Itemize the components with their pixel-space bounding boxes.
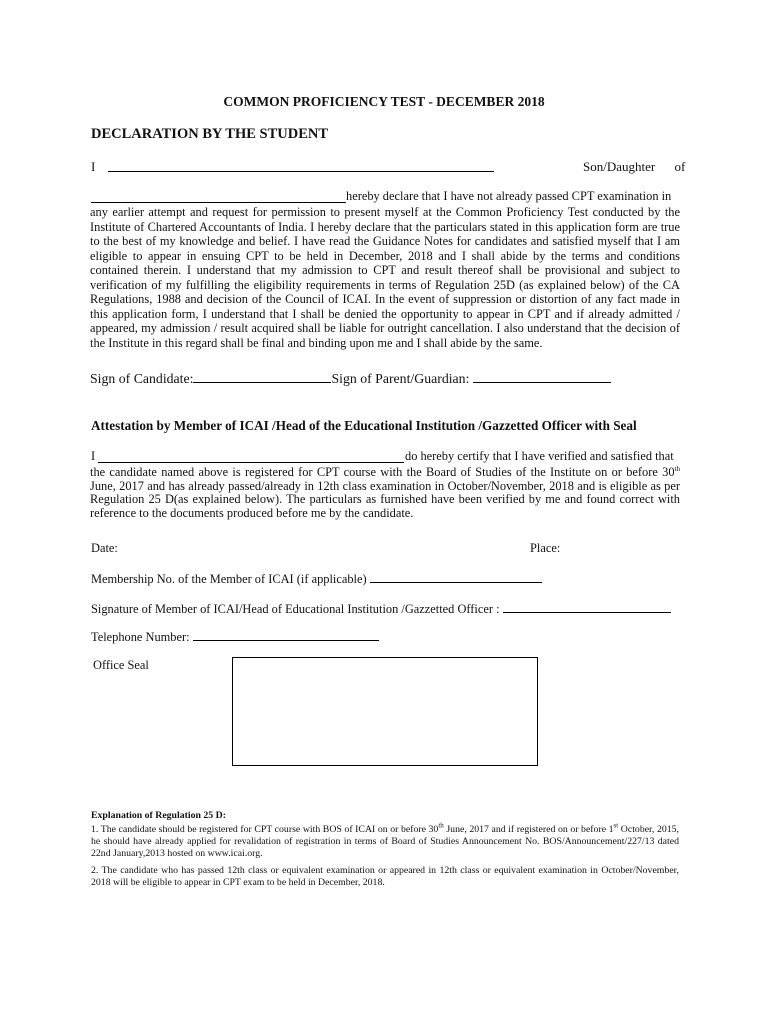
declaration-name-row xyxy=(91,159,95,175)
membership-field[interactable] xyxy=(370,570,542,583)
attestation-body xyxy=(90,466,680,520)
explanation-item-1-b: June, 2017 and if registered on or before 1 xyxy=(443,824,614,835)
membership-row xyxy=(91,570,542,587)
son-daughter-label: Son/Daughter xyxy=(583,159,656,174)
signature-officer-field[interactable] xyxy=(503,600,671,613)
hereby-text: hereby declare that I have not already passed CPT examination in xyxy=(346,189,672,203)
office-seal-label: Office Seal xyxy=(93,658,149,672)
sign-candidate-field[interactable] xyxy=(193,370,331,383)
page-title: COMMON PROFICIENCY TEST - DECEMBER 2018 xyxy=(223,94,545,109)
attestation-i-label: I xyxy=(91,449,96,463)
explanation-item-1-sup1: th xyxy=(438,821,444,830)
sign-candidate-label: Sign of Candidate: xyxy=(90,371,194,386)
explanation-item-1 xyxy=(91,821,679,860)
son-daughter-label-row xyxy=(583,159,685,175)
attestation-body-part1: the candidate named above is registered for CPT course with the Board of Studies of the Institute on or before 30 xyxy=(90,465,675,479)
place-label: Place: xyxy=(530,541,561,555)
explanation-item-1-sup2: st xyxy=(613,821,619,830)
sign-parent-field[interactable] xyxy=(473,370,611,383)
certify-text: do hereby certify that I have verified and satisfied that xyxy=(405,449,674,463)
signature-row xyxy=(90,370,611,387)
explanation-item-1-a: 1. The candidate should be registered for CPT course with BOS of ICAI on or before 30 xyxy=(91,824,439,835)
explanation-heading: Explanation of Regulation 25 D: xyxy=(91,810,226,821)
telephone-label: Telephone Number: xyxy=(91,630,190,644)
declaration-heading: DECLARATION BY THE STUDENT xyxy=(91,126,329,142)
student-name-field[interactable] xyxy=(108,171,494,172)
date-label: Date: xyxy=(91,541,118,555)
telephone-row xyxy=(91,628,379,645)
office-seal-box[interactable] xyxy=(232,657,538,766)
membership-label: Membership No. of the Member of ICAI (if applicable) xyxy=(91,572,367,586)
signature-officer-row xyxy=(91,600,671,617)
attestation-heading: Attestation by Member of ICAI /Head of the Educational Institution /Gazzetted Officer with Seal xyxy=(91,418,637,433)
sign-parent-label: Sign of Parent/Guardian: xyxy=(331,371,470,386)
of-label: of xyxy=(674,159,686,174)
telephone-field[interactable] xyxy=(193,628,379,641)
attestation-body-sup: th xyxy=(674,464,680,473)
declaration-body: any earlier attempt and request for permission to present myself at the Common Proficiency Test conducted by the Institute of Chartered Accountants of India. I hereby declare that the particulars stated in this application form are true to the best of my knowledge and belief. I have read the Guidance Notes for candidates and satisfied myself that I am eligible to appear in ensuing CPT to be held in December, 2018 and I shall abide by the terms and conditions contained therein. I understand that my admission to CPT and result thereof shall be provisional and subject to verification of my fulfilling the eligibility requirements in terms of Regulation 25D (as explained below) of the CA Regulations, 1988 and decision of the Council of ICAI. In the event of suppression or distortion of any fact made in this application form, I understand that I shall be denied the opportunity to appear in CPT and if already admitted / appeared, my admission / result acquired shall be liable for outright cancellation. I also understand that the decision of the Institute in this regard shall be final and binding upon me and I shall abide by the same. xyxy=(90,205,680,350)
signature-officer-label: Signature of Member of ICAI/Head of Educational Institution /Gazzetted Officer : xyxy=(91,602,500,616)
attestation-body-part2: June, 2017 and has already passed/already in 12th class examination in October/November, 2018 and is eligible as per Regulation 25 D(as explained below). The particulars as furnished have been verified by me and found correct with reference to the documents produced before me by the candidate. xyxy=(90,478,680,520)
attester-name-field[interactable] xyxy=(98,462,404,463)
explanation-item-1-c: October, 2015, he should have already applied for revalidation of registration in terms of Board of Studies Announcement No. BOS/Announcement/227/13 dated 22nd January,2013 hosted on www.icai.org. xyxy=(91,824,679,859)
parent-name-field[interactable] xyxy=(91,202,346,203)
explanation-item-2: 2. The candidate who has passed 12th class or equivalent examination or appeared in 12th class or equivalent examination in October/November, 2018 will be eligible to appear in CPT exam to be held in December, 2018. xyxy=(91,865,679,888)
declaration-i-label: I xyxy=(91,159,96,174)
